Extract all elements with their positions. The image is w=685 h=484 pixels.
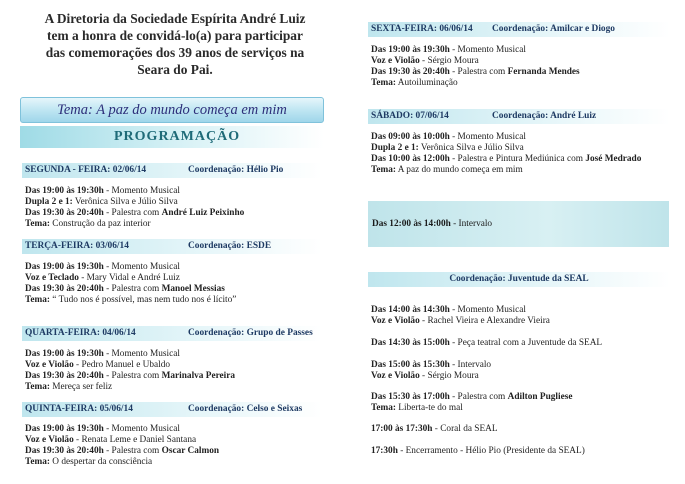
seal-schedule-5 xyxy=(371,424,498,435)
seal-coordination-header: Coordenação: Juventude da SEAL xyxy=(368,272,670,287)
schedule-line: Voz e Violão - Pedro Manuel e Ubaldo xyxy=(25,360,171,370)
schedule-line: Das 14:30 às 15:00h - Peça teatral com a Juventude da SEAL xyxy=(371,338,603,348)
schedule-line: Dupla 2 e 1: Verônica Silva e Júlio Silva xyxy=(371,143,524,153)
schedule-line: Dupla 2 e 1: Verônica Silva e Júlio Silva xyxy=(25,197,178,207)
schedule-line: Voz e Violão - Rachel Vieira e Alexandre Vieira xyxy=(371,316,550,326)
day-header-sabado xyxy=(368,109,670,124)
intro-line: Seara do Pai. xyxy=(137,62,213,77)
day-schedule-quinta xyxy=(25,424,219,468)
schedule-line: Das 09:00 às 10:00h - Momento Musical xyxy=(371,132,526,142)
break-label: - Intervalo xyxy=(450,219,493,229)
seal-schedule-3 xyxy=(371,360,491,382)
schedule-line: 17:30h - Encerramento - Hélio Pio (Presidente da SEAL) xyxy=(371,446,585,456)
day-label: SEGUNDA - FEIRA: 02/06/14 xyxy=(25,165,147,175)
schedule-line: Das 19:30 às 20:40h - Palestra com André Luiz Peixinho xyxy=(25,208,245,218)
schedule-line: Das 19:30 às 20:40h - Palestra com Manoel Messias xyxy=(25,284,225,294)
seal-schedule-2 xyxy=(371,338,602,349)
schedule-line: Tema: Liberta-te do mal xyxy=(371,403,463,413)
schedule-line: Tema: “ Tudo nos é possível, mas nem tudo nos é lícito” xyxy=(25,295,237,305)
theme-banner: Tema: A paz do mundo começa em mim xyxy=(20,97,324,123)
coordination-label: Coordenação: Celso e Seixas xyxy=(188,404,303,414)
schedule-line: Das 14:00 às 14:30h - Momento Musical xyxy=(371,305,526,315)
day-header-quarta xyxy=(22,326,322,341)
intro-line: tem a honra de convidá-lo(a) para participar xyxy=(47,28,303,43)
coordination-label: Coordenação: Grupo de Passes xyxy=(188,328,313,338)
seal-schedule-1 xyxy=(371,305,550,327)
schedule-line: Voz e Violão - Renata Leme e Daniel Santana xyxy=(25,435,197,445)
day-header-segunda xyxy=(22,163,322,178)
schedule-line: Tema: Mereça ser feliz xyxy=(25,382,113,392)
schedule-line: Voz e Teclado - Mary Vidal e André Luiz xyxy=(25,273,180,283)
schedule-line: Das 19:30 às 20:40h - Palestra com Marinalva Pereira xyxy=(25,371,236,381)
day-label: SEXTA-FEIRA: 06/06/14 xyxy=(371,24,473,34)
break-time: Das 12:00 às 14:00h xyxy=(372,219,451,229)
schedule-line: Tema: O despertar da consciência xyxy=(25,457,153,467)
day-label: SÁBADO: 07/06/14 xyxy=(371,111,449,121)
day-label: QUARTA-FEIRA: 04/06/14 xyxy=(25,328,136,338)
schedule-line: Das 19:30 às 20:40h - Palestra com Oscar Calmon xyxy=(25,446,220,456)
schedule-line: Voz e Violão - Sérgio Moura xyxy=(371,371,479,381)
day-header-terca xyxy=(22,239,322,254)
invitation-text xyxy=(22,10,328,78)
coordination-label: Coordenação: Amilcar e Diogo xyxy=(492,24,615,34)
day-schedule-sexta xyxy=(371,45,580,89)
day-schedule-segunda xyxy=(25,186,244,230)
schedule-line: Das 15:00 às 15:30h - Intervalo xyxy=(371,360,492,370)
schedule-line: Das 10:00 às 12:00h - Palestra e Pintura Mediúnica com José Medrado xyxy=(371,154,642,164)
coordination-label: Coordenação: Hélio Pio xyxy=(188,165,284,175)
day-header-quinta xyxy=(22,402,322,417)
schedule-line: Das 15:30 às 17:00h - Palestra com Adilton Pugliese xyxy=(371,392,573,402)
schedule-line: Tema: A paz do mundo começa em mim xyxy=(371,165,523,175)
schedule-line: Tema: Construção da paz interior xyxy=(25,219,151,229)
lunch-break-box xyxy=(368,201,669,247)
day-label: QUINTA-FEIRA: 05/06/14 xyxy=(25,404,133,414)
schedule-line: Das 19:30 às 20:40h - Palestra com Fernanda Mendes xyxy=(371,67,580,77)
coordination-label: Coordenação: ESDE xyxy=(188,241,272,251)
day-schedule-terca xyxy=(25,262,236,306)
schedule-line: Tema: Autoiluminação xyxy=(371,78,458,88)
seal-schedule-4 xyxy=(371,392,572,414)
intro-line: A Diretoria da Sociedade Espírita André Luiz xyxy=(44,11,306,26)
schedule-line: Das 19:00 às 19:30h - Momento Musical xyxy=(371,45,526,55)
schedule-line: Das 19:00 às 19:30h - Momento Musical xyxy=(25,424,180,434)
schedule-line: Das 19:00 às 19:30h - Momento Musical xyxy=(25,262,180,272)
coordination-label: Coordenação: André Luiz xyxy=(492,111,597,121)
day-schedule-quarta xyxy=(25,349,235,393)
schedule-line: Das 19:00 às 19:30h - Momento Musical xyxy=(25,186,180,196)
day-header-sexta xyxy=(368,22,670,37)
day-schedule-sabado xyxy=(371,132,641,176)
schedule-line: Das 19:00 às 19:30h - Momento Musical xyxy=(25,349,180,359)
schedule-line: 17:00 às 17:30h - Coral da SEAL xyxy=(371,424,498,434)
schedule-line: Voz e Violão - Sérgio Moura xyxy=(371,56,479,66)
seal-schedule-6 xyxy=(371,446,585,457)
intro-line: das comemorações dos 39 anos de serviços na xyxy=(45,45,305,60)
programacao-heading: PROGRAMAÇÃO xyxy=(20,126,324,148)
day-label: TERÇA-FEIRA: 03/06/14 xyxy=(25,241,129,251)
